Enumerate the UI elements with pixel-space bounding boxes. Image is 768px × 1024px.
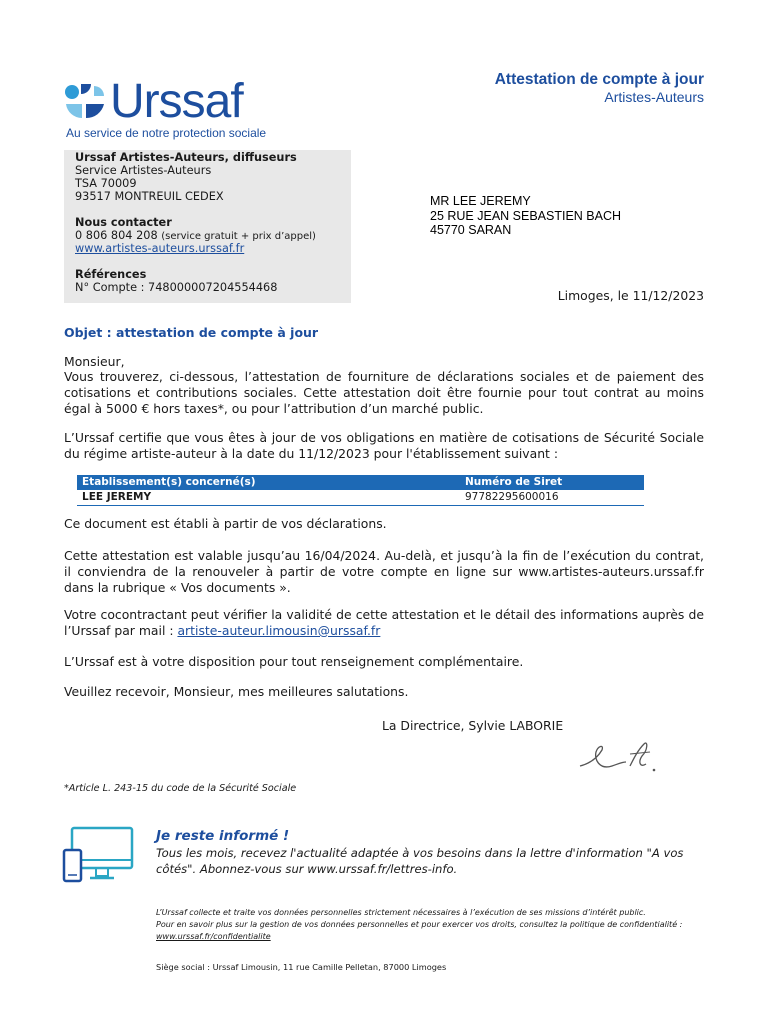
document-title: Attestation de compte à jour xyxy=(494,71,704,88)
signatory: La Directrice, Sylvie LABORIE xyxy=(382,718,564,733)
contact-phone[interactable]: 0 806 804 208 xyxy=(75,229,158,242)
paragraph-6: L’Urssaf est à votre disposition pour tout renseignement complémentaire. xyxy=(64,654,524,669)
closing-salutation: Veuillez recevoir, Monsieur, mes meilleures salutations. xyxy=(64,684,409,699)
salutation: Monsieur, xyxy=(64,354,125,369)
privacy-line-1: L’Urssaf collecte et traite vos données personnelles strictement nécessaires à l’exécution de ses missions d’intérêt public. xyxy=(156,908,646,917)
recipient-city: 45770 SARAN xyxy=(430,223,512,237)
paragraph-5 xyxy=(64,607,704,639)
paragraph-5-text: Votre cocontractant peut vérifier la validité de cette attestation et le détail des informations auprès de l’Urssaf par mail : xyxy=(64,607,704,638)
table-header-siret: Numéro de Siret xyxy=(465,476,563,488)
urssaf-logo-text: Urssaf xyxy=(110,75,243,128)
table-row xyxy=(77,490,644,506)
paragraph-1: Vous trouverez, ci-dessous, l’attestation de fourniture de déclarations sociales et de paiement des cotisations et contributions sociales. Cette attestation doit être fournie pour tout contrat au moins égal à 5000 € hors taxes*, ou pour l’attribution d’un marché public. xyxy=(64,369,704,416)
sender-tsa: TSA 70009 xyxy=(75,177,137,190)
head-office: Siège social : Urssaf Limousin, 11 rue Camille Pelletan, 87000 Limoges xyxy=(156,962,447,972)
contact-heading: Nous contacter xyxy=(75,216,172,229)
table-cell-siret: 97782295600016 xyxy=(465,491,559,503)
computer-phone-icon xyxy=(62,826,136,884)
privacy-line-2: Pour en savoir plus sur la gestion de vos données personnelles et pour exercer vos droits, consultez la politique de confidentialité : xyxy=(156,920,683,929)
info-body: Tous les mois, recevez l'actualité adaptée à vos besoins dans la lettre d'information "A vos côtés". Abonnez-vous sur www.urssaf.fr/lettres-info. xyxy=(156,846,684,876)
contact-phone-note: (service gratuit + prix d’appel) xyxy=(161,231,316,242)
paragraph-2: L’Urssaf certifie que vous êtes à jour de vos obligations en matière de cotisations de Sécurité Sociale du régime artiste-auteur à la date du 11/12/2023 pour l'établissement suivant : xyxy=(64,430,704,461)
paragraph-4: Cette attestation est valable jusqu’au 16/04/2024. Au-delà, et jusqu’à la fin de l’exécution du contrat, il conviendra de la renouveler à partir de votre compte en ligne sur www.artistes-auteurs.urssaf.fr dans la rubrique « Vos documents ». xyxy=(64,548,704,595)
recipient-name: MR LEE JEREMY xyxy=(430,194,531,208)
place-date: Limoges, le 11/12/2023 xyxy=(557,288,704,303)
establishment-table xyxy=(77,475,644,506)
sender-city: 93517 MONTREUIL CEDEX xyxy=(75,190,224,203)
document-subtitle: Artistes-Auteurs xyxy=(604,89,704,105)
table-cell-establishment: LEE JEREMY xyxy=(82,491,152,503)
letter-object: Objet : attestation de compte à jour xyxy=(64,325,319,340)
footnote: *Article L. 243-15 du code de la Sécurité Sociale xyxy=(64,783,297,794)
website-link[interactable]: www.artistes-auteurs.urssaf.fr xyxy=(75,242,245,255)
table-header xyxy=(77,475,644,490)
verification-email-link[interactable]: artiste-auteur.limousin@urssaf.fr xyxy=(177,623,381,638)
handwritten-signature xyxy=(574,736,666,778)
references-heading: Références xyxy=(75,268,147,281)
info-title: Je reste informé ! xyxy=(156,828,290,844)
logo-tagline: Au service de notre protection sociale xyxy=(66,126,267,140)
urssaf-logo-mark xyxy=(64,82,108,122)
privacy-link[interactable]: www.urssaf.fr/confidentialite xyxy=(156,932,271,941)
sender-name: Urssaf Artistes-Auteurs, diffuseurs xyxy=(75,151,297,164)
table-header-establishment: Etablissement(s) concerné(s) xyxy=(82,476,256,488)
recipient-street: 25 RUE JEAN SEBASTIEN BACH xyxy=(430,209,622,223)
sender-info-box xyxy=(64,150,351,303)
contact-phone-line xyxy=(75,229,316,243)
sender-service: Service Artistes-Auteurs xyxy=(75,164,212,177)
account-number: N° Compte : 748000007204554468 xyxy=(75,281,278,294)
paragraph-3: Ce document est établi à partir de vos déclarations. xyxy=(64,516,387,531)
